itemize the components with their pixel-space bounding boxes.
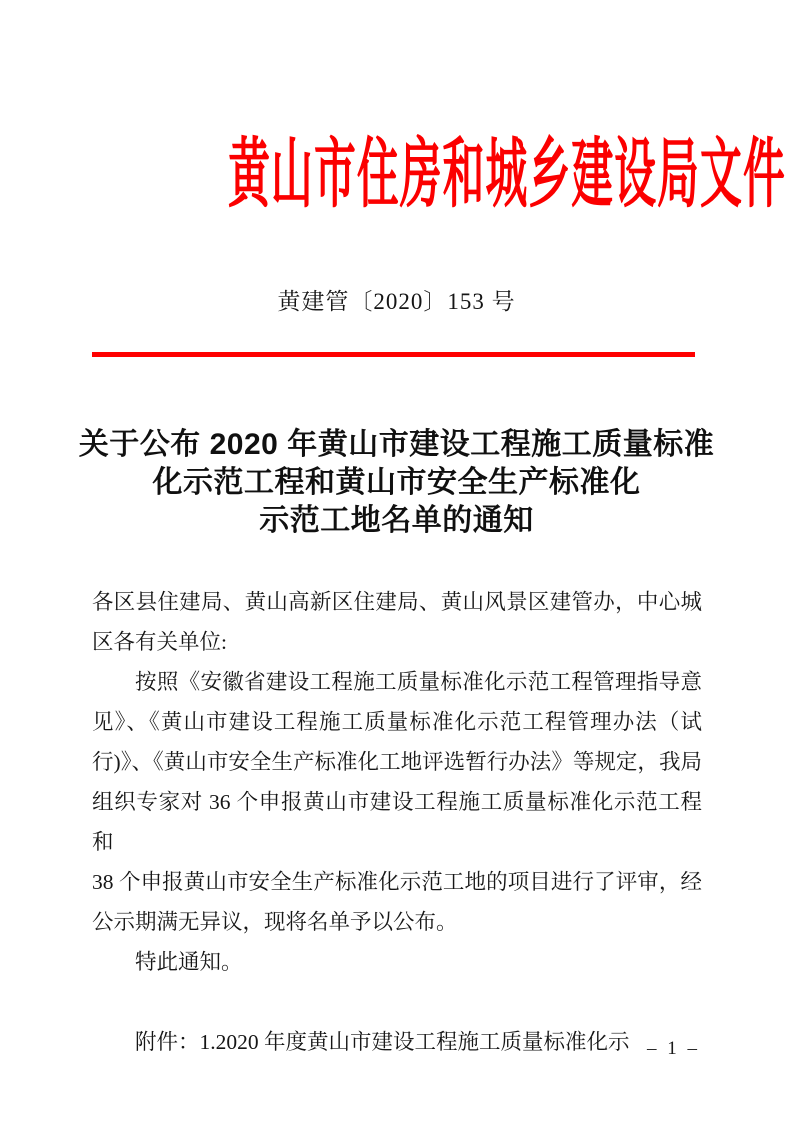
notice-title	[0, 426, 793, 540]
body-line: 按照《安徽省建设工程施工质量标准化示范工程管理指导意	[135, 670, 702, 694]
body-text	[92, 582, 702, 1062]
body-line: 38 个申报黄山市安全生产标准化示范工地的项目进行了评审，经	[92, 870, 702, 894]
body-line: 见》、《黄山市建设工程施工质量标准化示范工程管理办法（试	[92, 710, 702, 734]
body-line: 公示期满无异议，现将名单予以公布。	[92, 910, 458, 934]
body-line: 区各有关单位:	[92, 630, 227, 654]
red-divider-line	[92, 352, 695, 357]
agency-header	[0, 130, 793, 221]
document-number: 黄建管〔2020〕153 号	[277, 289, 516, 314]
body-line	[92, 982, 702, 1022]
body-line: 行)》、《黄山市安全生产标准化工地评选暂行办法》等规定，我局	[92, 750, 702, 774]
notice-title-line: 关于公布 2020 年黄山市建设工程施工质量标准	[78, 428, 715, 461]
body-line: 特此通知。	[135, 950, 243, 974]
notice-title-line: 化示范工程和黄山市安全生产标准化	[152, 466, 641, 499]
body-line: 附件：1.2020 年度黄山市建设工程施工质量标准化示	[135, 1030, 630, 1054]
body-line: 组织专家对 36 个申报黄山市建设工程施工质量标准化示范工程和	[92, 790, 702, 854]
agency-header-title: 黄山市住房和城乡建设局文件	[228, 133, 786, 217]
notice-title-line: 示范工地名单的通知	[259, 504, 534, 537]
body-line: 各区县住建局、黄山高新区住建局、黄山风景区建管办，中心城	[92, 590, 702, 614]
page-number: – 1 –	[647, 1038, 700, 1059]
